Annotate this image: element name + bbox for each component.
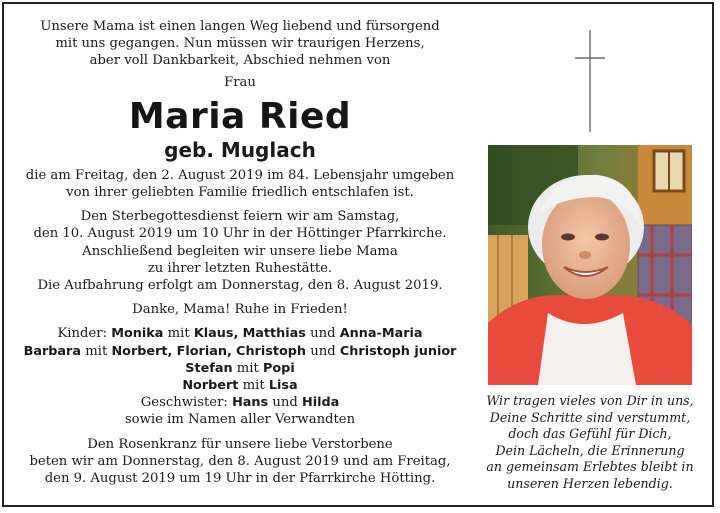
death-line: die am Freitag, den 2. August 2019 im 84. Lebensjahr umgeben [25,167,455,183]
service-line: Anschließend begleiten wir unsere liebe Mama [82,243,398,259]
rosary-line: den 9. August 2019 um 19 Uhr in der Pfarrkirche Hötting. [44,471,436,487]
death-line: von ihrer geliebten Familie friedlich entschlafen ist. [66,185,414,201]
cross-icon [572,28,608,134]
deceased-name: Maria Ried [128,95,352,137]
service-line: zu ihrer letzten Ruhestätte. [147,260,333,276]
service-line: Den Sterbegottesdienst feiern wir am Samstag, [80,209,400,225]
poem-line: unseren Herzen lebendig. [507,475,673,491]
poem-line: Dein Lächeln, die Erinnerung [495,442,685,458]
poem-line: Deine Schritte sind verstummt, [489,409,691,425]
intro-line: aber voll Dankbarkeit, Abschied nehmen von [89,53,391,69]
notice-text [20,18,460,487]
family-line-norbert: Norbert mit Lisa [182,378,298,394]
family-line-relatives: sowie im Namen aller Verwandten [124,412,356,428]
intro-line: Unsere Mama ist einen langen Weg liebend und fürsorgend [40,19,440,34]
service-line: den 10. August 2019 um 10 Uhr in der Höttinger Pfarrkirche. [33,226,447,242]
family-line-stefan: Stefan mit Popi [185,360,295,376]
poem-line: doch das Gefühl für Dich, [508,426,672,442]
intro-line: Frau [224,74,256,90]
intro-line: mit uns gegangen. Nun müssen wir traurigen Herzens, [55,36,425,52]
family-line-siblings: Geschwister: Hans und Hilda [140,395,340,411]
rosary-line: Den Rosenkranz für unsere liebe Verstorbene [87,436,393,452]
family-line-barbara: Barbara mit Norbert, Florian, Christoph und Christoph junior [23,343,457,359]
poem-line: an gemeinsam Erlebtes bleibt in [486,459,694,475]
birth-name: geb. Muglach [164,137,316,162]
service-line: Die Aufbahrung erfolgt am Donnerstag, den 8. August 2019. [37,278,443,294]
portrait-photo [488,145,692,385]
family-line-children: Kinder: Monika mit Klaus, Matthias und Anna-Maria [57,326,423,342]
rosary-line: beten wir am Donnerstag, den 8. August 2019 und am Freitag, [29,453,451,469]
poem-line: Wir tragen vieles von Dir in uns, [486,393,694,408]
poem [480,393,700,493]
thanks-line: Danke, Mama! Ruhe in Frieden! [132,302,348,318]
